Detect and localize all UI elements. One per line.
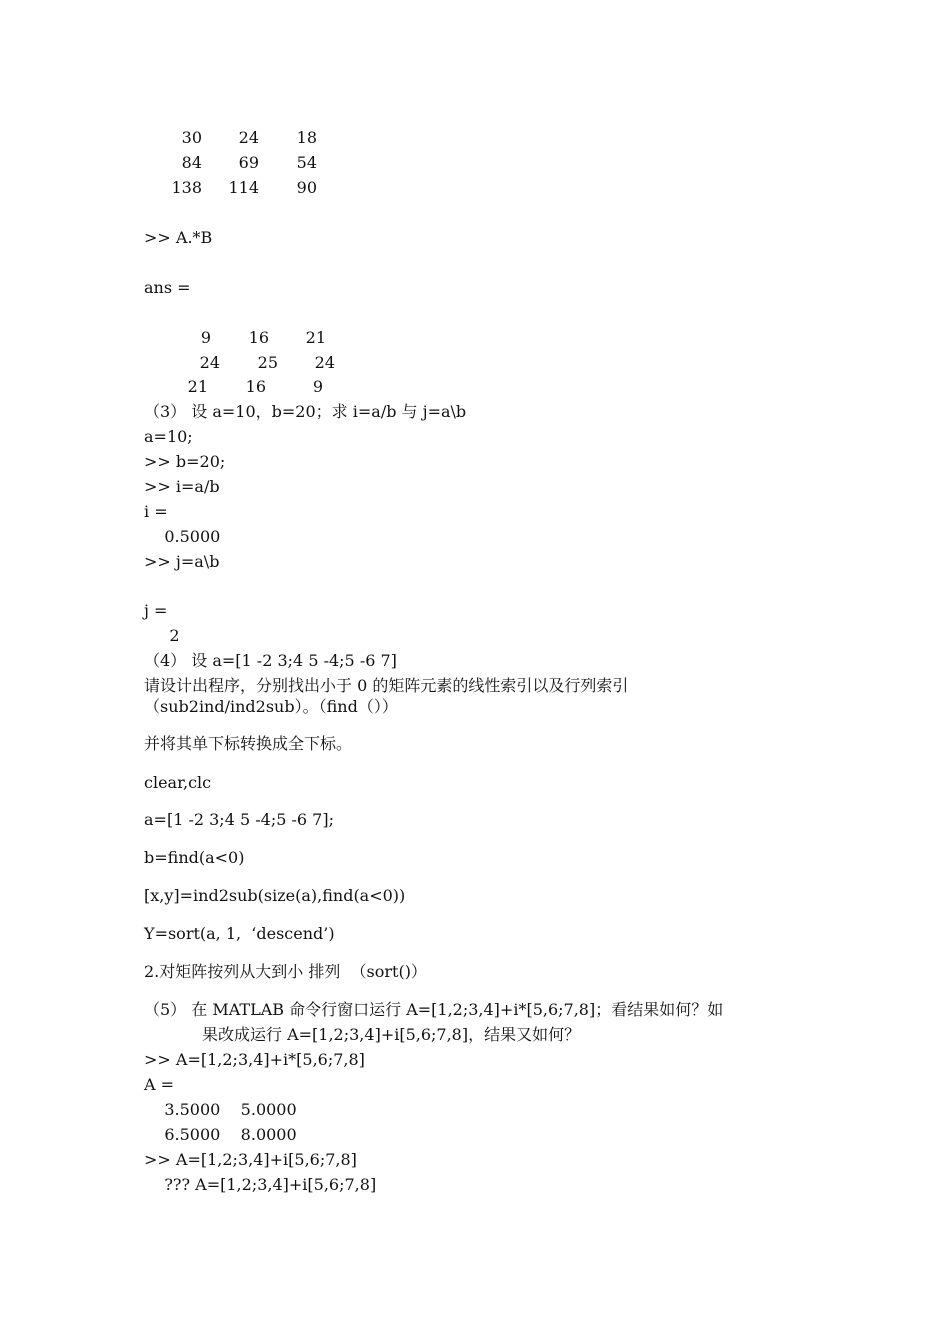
matrix-cell: 25: [257, 353, 278, 372]
code-line: Y=sort(a, 1, ‘descend’): [144, 924, 335, 943]
matrix-cell: 138: [171, 178, 202, 197]
matrix-cell: 16: [248, 328, 269, 347]
code-line: >> j=a\b: [144, 552, 220, 571]
ans-label: ans =: [144, 278, 191, 297]
matrix-cell: 18: [296, 128, 317, 147]
code-line: 6.5000 8.0000: [144, 1125, 297, 1144]
code-line: A =: [144, 1075, 175, 1094]
matrix-cell: 24: [314, 353, 335, 372]
q4-description: 并将其单下标转换成全下标。: [144, 734, 353, 753]
code-line: >> b=20;: [144, 452, 226, 471]
q3-heading: （3） 设 a=10，b=20；求 i=a/b 与 j=a\b: [144, 402, 467, 421]
code-line: 0.5000: [144, 527, 221, 546]
q5-heading: 果改成运行 A=[1,2;3,4]+i[5,6;7,8]，结果又如何？: [202, 1025, 581, 1044]
code-line: >> i=a/b: [144, 477, 220, 496]
q5-heading: （5） 在 MATLAB 命令行窗口运行 A=[1,2;3,4]+i*[5,6;7,8]；看结果如何？如: [144, 1000, 724, 1019]
matrix-cell: 114: [228, 178, 259, 197]
matrix-cell: 90: [296, 178, 317, 197]
q4-description: 请设计出程序，分别找出小于 0 的矩阵元素的线性索引以及行列索引: [144, 676, 629, 695]
matrix-cell: 21: [305, 328, 326, 347]
code-line: a=10;: [144, 427, 193, 446]
matrix-cell: 21: [187, 377, 208, 396]
code-line: >> A=[1,2;3,4]+i[5,6;7,8]: [144, 1150, 357, 1169]
code-line: clear,clc: [144, 773, 212, 792]
matrix-cell: 54: [296, 153, 317, 172]
matrix-cell: 84: [181, 153, 202, 172]
code-line: b=find(a<0): [144, 848, 245, 867]
matrix-cell: 16: [245, 377, 266, 396]
matrix-cell: 24: [238, 128, 259, 147]
code-line: a=[1 -2 3;4 5 -4;5 -6 7];: [144, 810, 334, 829]
code-line: [x,y]=ind2sub(size(a),find(a<0)): [144, 886, 406, 905]
q4-note: 2.对矩阵按列从大到小 排列 （sort()）: [144, 962, 427, 981]
matrix-cell: 9: [200, 328, 211, 347]
matrix-cell: 30: [181, 128, 202, 147]
command-line: >> A.*B: [144, 228, 213, 247]
code-line: ??? A=[1,2;3,4]+i[5,6;7,8]: [144, 1175, 377, 1194]
matrix-cell: 69: [238, 153, 259, 172]
q4-description: （sub2ind/ind2sub）。（find（））: [144, 697, 398, 716]
code-line: >> A=[1,2;3,4]+i*[5,6;7,8]: [144, 1050, 365, 1069]
q4-heading: （4） 设 a=[1 -2 3;4 5 -4;5 -6 7]: [144, 651, 397, 670]
matrix-cell: 9: [312, 377, 323, 396]
code-line: 3.5000 5.0000: [144, 1100, 297, 1119]
code-line: 2: [144, 626, 180, 645]
code-line: i =: [144, 502, 168, 521]
matrix-cell: 24: [199, 353, 220, 372]
code-line: j =: [144, 601, 168, 620]
